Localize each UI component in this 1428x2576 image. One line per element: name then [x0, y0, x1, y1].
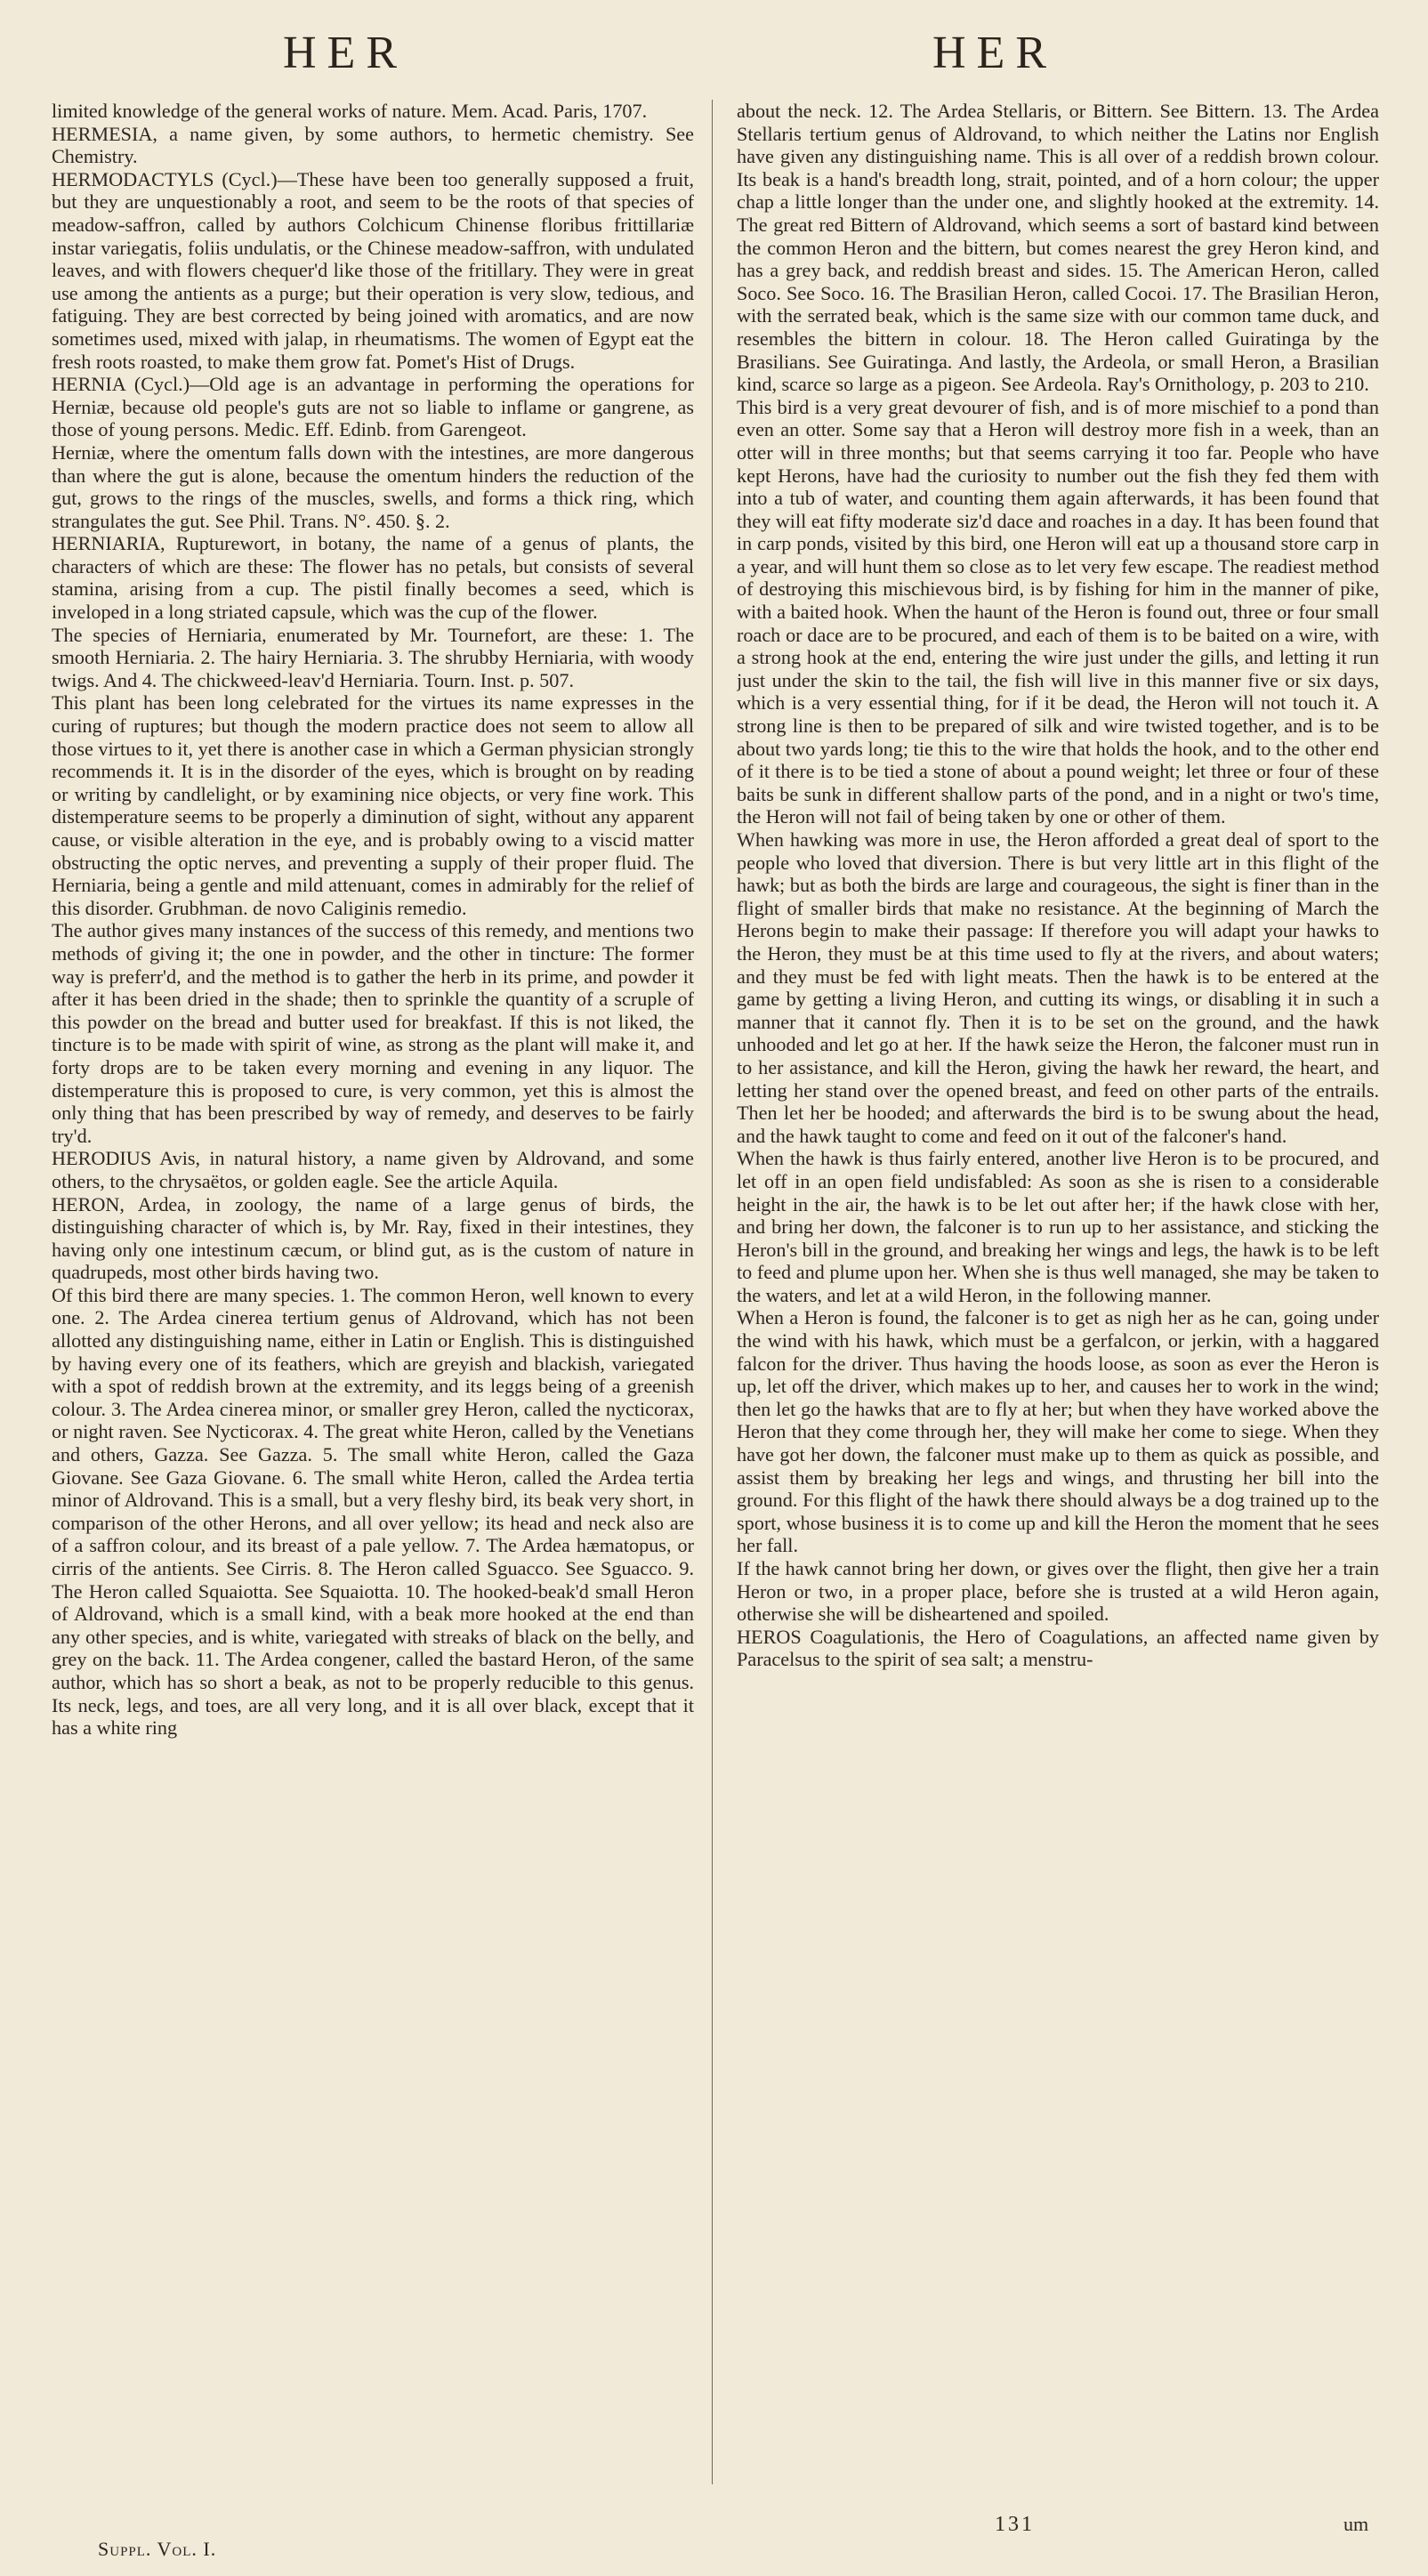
- paragraph: When a Heron is found, the falconer is to get as nigh her as he can, going under the wind with his hawk, which must be a gerfalcon, or jerkin, with a haggared falcon for the driver. Thus having the hoods loose, as soon as ever the Heron is up, let off the driver, which makes up to her, and causes her to work in the wind; then let go the hawks that are to fly at her; but when they have worked above the Heron that they come through her, they will make her come to siege. When they have got her down, the falconer must make up to them as quick as possible, and assist them by breaking her legs and wings, and thrusting her bill into the ground. For this flight of the hawk there should always be a dog trained up to the sport, whose business it is to come up and kill the Heron the moment that he sees her fall.: [737, 1306, 1379, 1557]
- paragraph: This plant has been long celebrated for the virtues its name expresses in the curing of ruptures; but though the modern practice does not seem to allow all those virtues to it, yet there is another case in which a German physician strongly recommends it. It is in the disorder of the eyes, which is brought on by reading or writing by candlelight, or by examining nice objects, or very fine work. This distemperature seems to be properly a diminution of sight, without any apparent cause, or visible alteration in the eye, and is probably owing to a viscid matter obstructing the optic nerves, and preventing a supply of their proper fluid. The Herniaria, being a gentle and mild attenuant, comes in admirably for the relief of this disorder. Grubhman. de novo Caliginis remedio.: [52, 691, 694, 919]
- column-divider: [712, 100, 713, 2484]
- signature-mark: Suppl. Vol. I.: [98, 2538, 217, 2560]
- paragraph: limited knowledge of the general works of nature. Mem. Acad. Paris, 1707.: [52, 100, 648, 122]
- running-head-right: HER: [932, 28, 1057, 78]
- left-column: [52, 100, 694, 2502]
- catchword: um: [1343, 2513, 1369, 2535]
- paragraph: If the hawk cannot bring her down, or gives over the flight, then give her a train Heron or two, in a proper place, before she is trusted at a wild Heron again, otherwise she will be disheartened and spoiled.: [737, 1557, 1379, 1626]
- running-head-left: HER: [283, 28, 407, 78]
- paragraph: HERODIUS Avis, in natural history, a name given by Aldrovand, and some others, to the chrysaëtos, or golden eagle. See the article Aquila.: [52, 1147, 694, 1192]
- paragraph: about the neck. 12. The Ardea Stellaris, or Bittern. See Bittern. 13. The Ardea Stellaris tertium genus of Aldrovand, to which neither the Latins nor English have given any distinguishing name. This is all over of a reddish brown colour. Its beak is a hand's breadth long, strait, pointed, and of a horn colour; the upper chap a little longer than the under one, and slightly hooked at the extremity. 14. The great red Bittern of Aldrovand, which seems a sort of bastard kind between the common Heron and the bittern, but comes nearest the grey Heron kind, and has a grey back, and reddish breast and sides. 15. The American Heron, called Soco. See Soco. 16. The Brasilian Heron, called Cocoi. 17. The Brasilian Heron, with the serrated beak, which is the same size with our common tame duck, and resembles the bittern in colour. 18. The Heron called Guiratinga by the Brasilians. See Guiratinga. And lastly, the Ardeola, or small Heron, a Brasilian kind, scarce so large as a pigeon. See Ardeola. Ray's Ornithology, p. 203 to 210.: [737, 100, 1379, 396]
- paragraph: HERNIARIA, Rupturewort, in botany, the name of a genus of plants, the characters of which are these: The flower has no petals, but consists of several stamina, arising from a cup. The pistil finally becomes a seed, which is inveloped in a long striated capsule, which was the cup of the flower.: [52, 532, 694, 624]
- paragraph: HERON, Ardea, in zoology, the name of a large genus of birds, the distinguishing character of which is, by Mr. Ray, fixed in their intestines, they having only one intestinum cæcum, or blind gut, as is the custom of nature in quadrupeds, most other birds having two.: [52, 1192, 694, 1284]
- paragraph: HERMESIA, a name given, by some authors, to hermetic chemistry. See Chemistry.: [52, 122, 694, 168]
- paragraph: Herniæ, where the omentum falls down with the intestines, are more dangerous than where the gut is alone, because the omentum hinders the reduction of the gut, grows to the rings of the muscles, swells, and forms a thick ring, which strangulates the gut. See Phil. Trans. N°. 450. §. 2.: [52, 440, 694, 532]
- paragraph: The species of Herniaria, enumerated by Mr. Tournefort, are these: 1. The smooth Herniaria. 2. The hairy Herniaria. 3. The shrubby Herniaria, with woody twigs. And 4. The chickweed-leav'd Herniaria. Tourn. Inst. p. 507.: [52, 623, 694, 691]
- paragraph: This bird is a very great devourer of fish, and is of more mischief to a pond than even an otter. Some say that a Heron will destroy more fish in a week, than an otter will in three months; but that seems carrying it too far. People who have kept Herons, have had the curiosity to number out the fish they fed them with into a tub of water, and counting them again afterwards, it has been found that they will eat fifty moderate siz'd dace and roaches in a day. It has been found that in carp ponds, visited by this bird, one Heron will eat up a thousand store carp in a year, and will hunt them so close as to let very few escape. The readiest method of destroying this mischievous bird, is by fishing for him in the manner of pike, with a baited hook. When the haunt of the Heron is found out, three or four small roach or dace are to be procured, and each of them is to be baited on a wire, with a strong hook at the end, entering the wire just under the gills, and letting it run just under the skin to the tail, the fish will live in this manner five or six days, which is a very essential thing, for if it be dead, the Heron will not touch it. A strong line is then to be prepared of silk and wire twisted together, and is to be about two yards long; tie this to the wire that holds the hook, and to the other end of it there is to be tied a stone of about a pound weight; let three or four of these baits be sunk in different shallow parts of the pond, and in a night or two's time, the Heron will not fail of being taken by one or other of them.: [737, 395, 1379, 828]
- right-column: [737, 100, 1379, 2502]
- page-number: 131: [995, 2513, 1035, 2536]
- paragraph: HERNIA (Cycl.)—Old age is an advantage in performing the operations for Herniæ, because old people's guts are not so liable to inflame or gangrene, as those of young persons. Medic. Eff. Edinb. from Garengeot.: [52, 373, 694, 441]
- paragraph: HERMODACTYLS (Cycl.)—These have been too generally supposed a fruit, but they are unquestionably a root, and seem to be the roots of that species of meadow-saffron, called by authors Colchicum Chinense floribus frittillariæ instar variegatis, foliis undulatis, or the Chinese meadow-saffron, with undulated leaves, and with flowers chequer'd like those of the fritillary. They were in great use among the antients as a purge; but their operation is very slow, tedious, and fatiguing. They are best corrected by being joined with aromatics, and are now sometimes used, mixed with jalap, in rheumatisms. The women of Egypt eat the fresh roots roasted, to make them grow fat. Pomet's Hist of Drugs.: [52, 167, 694, 373]
- paragraph: HEROS Coagulationis, the Hero of Coagulations, an affected name given by Paracelsus to the spirit of sea salt; a menstru-: [737, 1625, 1379, 1671]
- paragraph: The author gives many instances of the success of this remedy, and mentions two methods of giving it; the one in powder, and the other in tincture: The former way is preferr'd, and the method is to gather the herb in its prime, and powder it after it has been dried in the shade; then to sprinkle the quantity of a scruple of this powder on the bread and butter used for breakfast. If this is not liked, the tincture is to be made with spirit of wine, as strong as the plant will make it, and forty drops are to be taken every morning and evening in any liquor. The distemperature this is proposed to cure, is very common, yet this is almost the only thing that has been prescribed by way of remedy, and deserves to be fairly try'd.: [52, 919, 694, 1147]
- paragraph: Of this bird there are many species. 1. The common Heron, well known to every one. 2. The Ardea cinerea tertium genus of Aldrovand, which has not been allotted any distinguishing name, either in Latin or English. This is distinguished by having every one of its feathers, which are greyish and blackish, variegated with a spot of reddish brown at the extremity, and its leggs being of a greenish colour. 3. The Ardea cinerea minor, or smaller grey Heron, called the nycticorax, or night raven. See Nycticorax. 4. The great white Heron, called by the Venetians and others, Gazza. See Gazza. 5. The small white Heron, called the Gaza Giovane. See Gaza Giovane. 6. The small white Heron, called the Ardea tertia minor of Aldrovand. This is a small, but a very fleshy bird, its beak very short, in comparison of the other Herons, and all over yellow; its head and neck also are of a saffron colour, and its breast of a pale yellow. 7. The Ardea hæmatopus, or cirris of the antients. See Cirris. 8. The Heron called Sguacco. See Sguacco. 9. The Heron called Squaiotta. See Squaiotta. 10. The hooked-beak'd small Heron of Aldrovand, which is a small kind, with a beak more hooked at the end than any other species, and is white, variegated with streaks of black on the belly, and grey on the back. 11. The Ardea congener, called the bastard Heron, of the same author, which has so short a beak, as not to be properly reducible to this genus. Its neck, legs, and toes, are all very long, and it is all over black, except that it has a white ring: [52, 1283, 694, 1740]
- paragraph: When hawking was more in use, the Heron afforded a great deal of sport to the people who loved that diversion. There is but very little art in this flight of the hawk; but as both the birds are large and courageous, the sight is finer than in the flight of smaller birds that make no resistance. At the beginning of March the Herons begin to make their passage: If therefore you will adapt your hawks to the Heron, they must be at this time used to fly at the rivers, and about waters; and they must be fed with light meats. Then the hawk is to be entered at the game by getting a living Heron, and cutting its wings, or disabling it in such a manner that it cannot fly. Then it is to be set on the ground, and the hawk unhooded and let go at her. If the hawk seize the Heron, the falconer must run in to her assistance, and kill the Heron, giving the hawk her reward, the heart, and letting her stand over the opened breast, and feed on other parts of the entrails. Then let her be hooded; and afterwards the bird is to be swung about the head, and the hawk taught to come and feed on it out of the falconer's hand.: [737, 828, 1379, 1147]
- paragraph: When the hawk is thus fairly entered, another live Heron is to be procured, and let off in an open field undisfabled: As soon as she is risen to a considerable height in the air, the hawk is to be let out after her; if the hawk close with her, and bring her down, the falconer is to run up to her assistance, and sticking the Heron's bill in the ground, and breaking her wings and legs, the hawk is to be left to feed and plume upon her. When she is thus well managed, she may be taken to the waters, and let at a wild Heron, in the following manner.: [737, 1147, 1379, 1306]
